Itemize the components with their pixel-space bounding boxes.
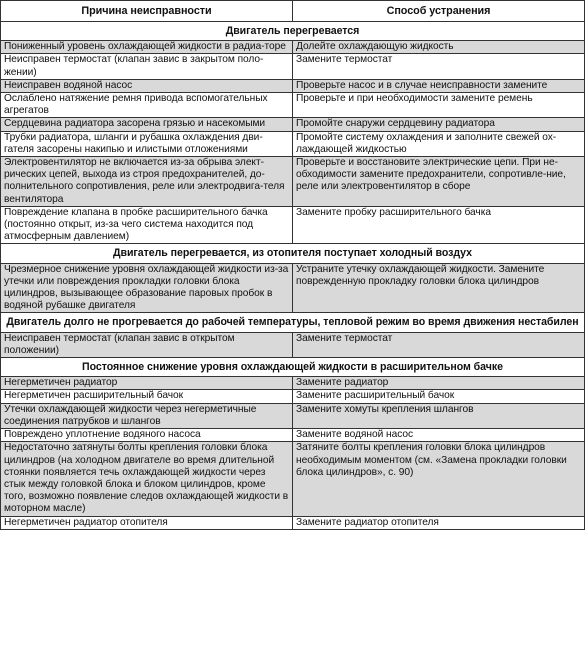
table-row <box>1 390 585 403</box>
cause-cell: Электровентилятор не включается из-за обрыва элект-рических цепей, выхода из строя предохранителей, до-полнительного сопротивления, реле или электродвига-теля вентилятора <box>1 157 293 207</box>
cause-cell: Негерметичен радиатор <box>1 377 293 390</box>
cause-cell: Сердцевина радиатора засорена грязью и насекомыми <box>1 118 293 131</box>
table-row <box>1 429 585 442</box>
cause-cell: Пониженный уровень охлаждающей жидкости в радиа-торе <box>1 41 293 54</box>
table-row <box>1 79 585 92</box>
section-header-row <box>1 358 585 377</box>
table-row <box>1 516 585 529</box>
table-row <box>1 118 585 131</box>
header-fix: Способ устранения <box>293 1 585 22</box>
table-row <box>1 377 585 390</box>
table-row <box>1 332 585 357</box>
table-row <box>1 131 585 156</box>
table-row <box>1 442 585 516</box>
fix-cell: Проверьте и восстановите электрические цепи. При не-обходимости замените предохранители, сопротивле-ние, реле или электровентилятор в сборе <box>293 157 585 207</box>
header-row <box>1 1 585 22</box>
cause-cell: Неисправен термостат (клапан завис в закрытом поло-жении) <box>1 54 293 79</box>
section-header-row <box>1 313 585 332</box>
cause-cell: Неисправен водяной насос <box>1 79 293 92</box>
cause-cell: Неисправен термостат (клапан завис в открытом положении) <box>1 332 293 357</box>
fix-cell: Замените водяной насос <box>293 429 585 442</box>
section-title: Двигатель долго не прогревается до рабочей температуры, тепловой режим во время движения нестабилен <box>1 313 585 332</box>
cause-cell: Ослаблено натяжение ремня привода вспомогательных агрегатов <box>1 93 293 118</box>
fix-cell: Замените радиатор <box>293 377 585 390</box>
fix-cell: Замените пробку расширительного бачка <box>293 206 585 244</box>
fix-cell: Устраните утечку охлаждающей жидкости. Замените поврежденную прокладку головки блока цилиндров <box>293 263 585 313</box>
table-row <box>1 93 585 118</box>
fix-cell: Проверьте насос и в случае неисправности замените <box>293 79 585 92</box>
cause-cell: Повреждение клапана в пробке расширительного бачка (постоянно открыт, из-за чего система находится под атмосферным давлением) <box>1 206 293 244</box>
table-row <box>1 41 585 54</box>
section-header-row <box>1 244 585 263</box>
fix-cell: Долейте охлаждающую жидкость <box>293 41 585 54</box>
table-row <box>1 263 585 313</box>
fix-cell: Замените радиатор отопителя <box>293 516 585 529</box>
cause-cell: Негерметичен расширительный бачок <box>1 390 293 403</box>
cause-cell: Повреждено уплотнение водяного насоса <box>1 429 293 442</box>
section-title: Двигатель перегревается <box>1 22 585 41</box>
section-title: Двигатель перегревается, из отопителя поступает холодный воздух <box>1 244 585 263</box>
fix-cell: Затяните болты крепления головки блока цилиндров необходимым моментом (см. «Замена прокладки головки блока цилиндров», с. 90) <box>293 442 585 516</box>
table-row <box>1 403 585 428</box>
fix-cell: Замените хомуты крепления шлангов <box>293 403 585 428</box>
cause-cell: Чрезмерное снижение уровня охлаждающей жидкости из-за утечки или повреждения прокладки головки блока цилиндров, вызывающее образование паровых пробок в водяной рубашке двигателя <box>1 263 293 313</box>
fix-cell: Промойте систему охлаждения и заполните свежей ох-лаждающей жидкостью <box>293 131 585 156</box>
fix-cell: Замените термостат <box>293 54 585 79</box>
table-row <box>1 157 585 207</box>
cause-cell: Трубки радиатора, шланги и рубашка охлаждения дви-гателя засорены накипью и илистыми отложениями <box>1 131 293 156</box>
header-cause: Причина неисправности <box>1 1 293 22</box>
fix-cell: Замените термостат <box>293 332 585 357</box>
table-body <box>1 22 585 530</box>
fix-cell: Замените расширительный бачок <box>293 390 585 403</box>
section-header-row <box>1 22 585 41</box>
cause-cell: Недостаточно затянуты болты крепления головки блока цилиндров (на холодном двигателе во время длительной стоянки появляется течь охлаждающей жидкости через стык между головкой блока и блоком цилиндров, кроме того, возможно появление следов охлаждающей жидкости в моторном масле) <box>1 442 293 516</box>
section-title: Постоянное снижение уровня охлаждающей жидкости в расширительном бачке <box>1 358 585 377</box>
cause-cell: Утечки охлаждающей жидкости через негерметичные соединения патрубков и шлангов <box>1 403 293 428</box>
cause-cell: Негерметичен радиатор отопителя <box>1 516 293 529</box>
fix-cell: Промойте снаружи сердцевину радиатора <box>293 118 585 131</box>
table-row <box>1 206 585 244</box>
fix-cell: Проверьте и при необходимости замените ремень <box>293 93 585 118</box>
table-row <box>1 54 585 79</box>
